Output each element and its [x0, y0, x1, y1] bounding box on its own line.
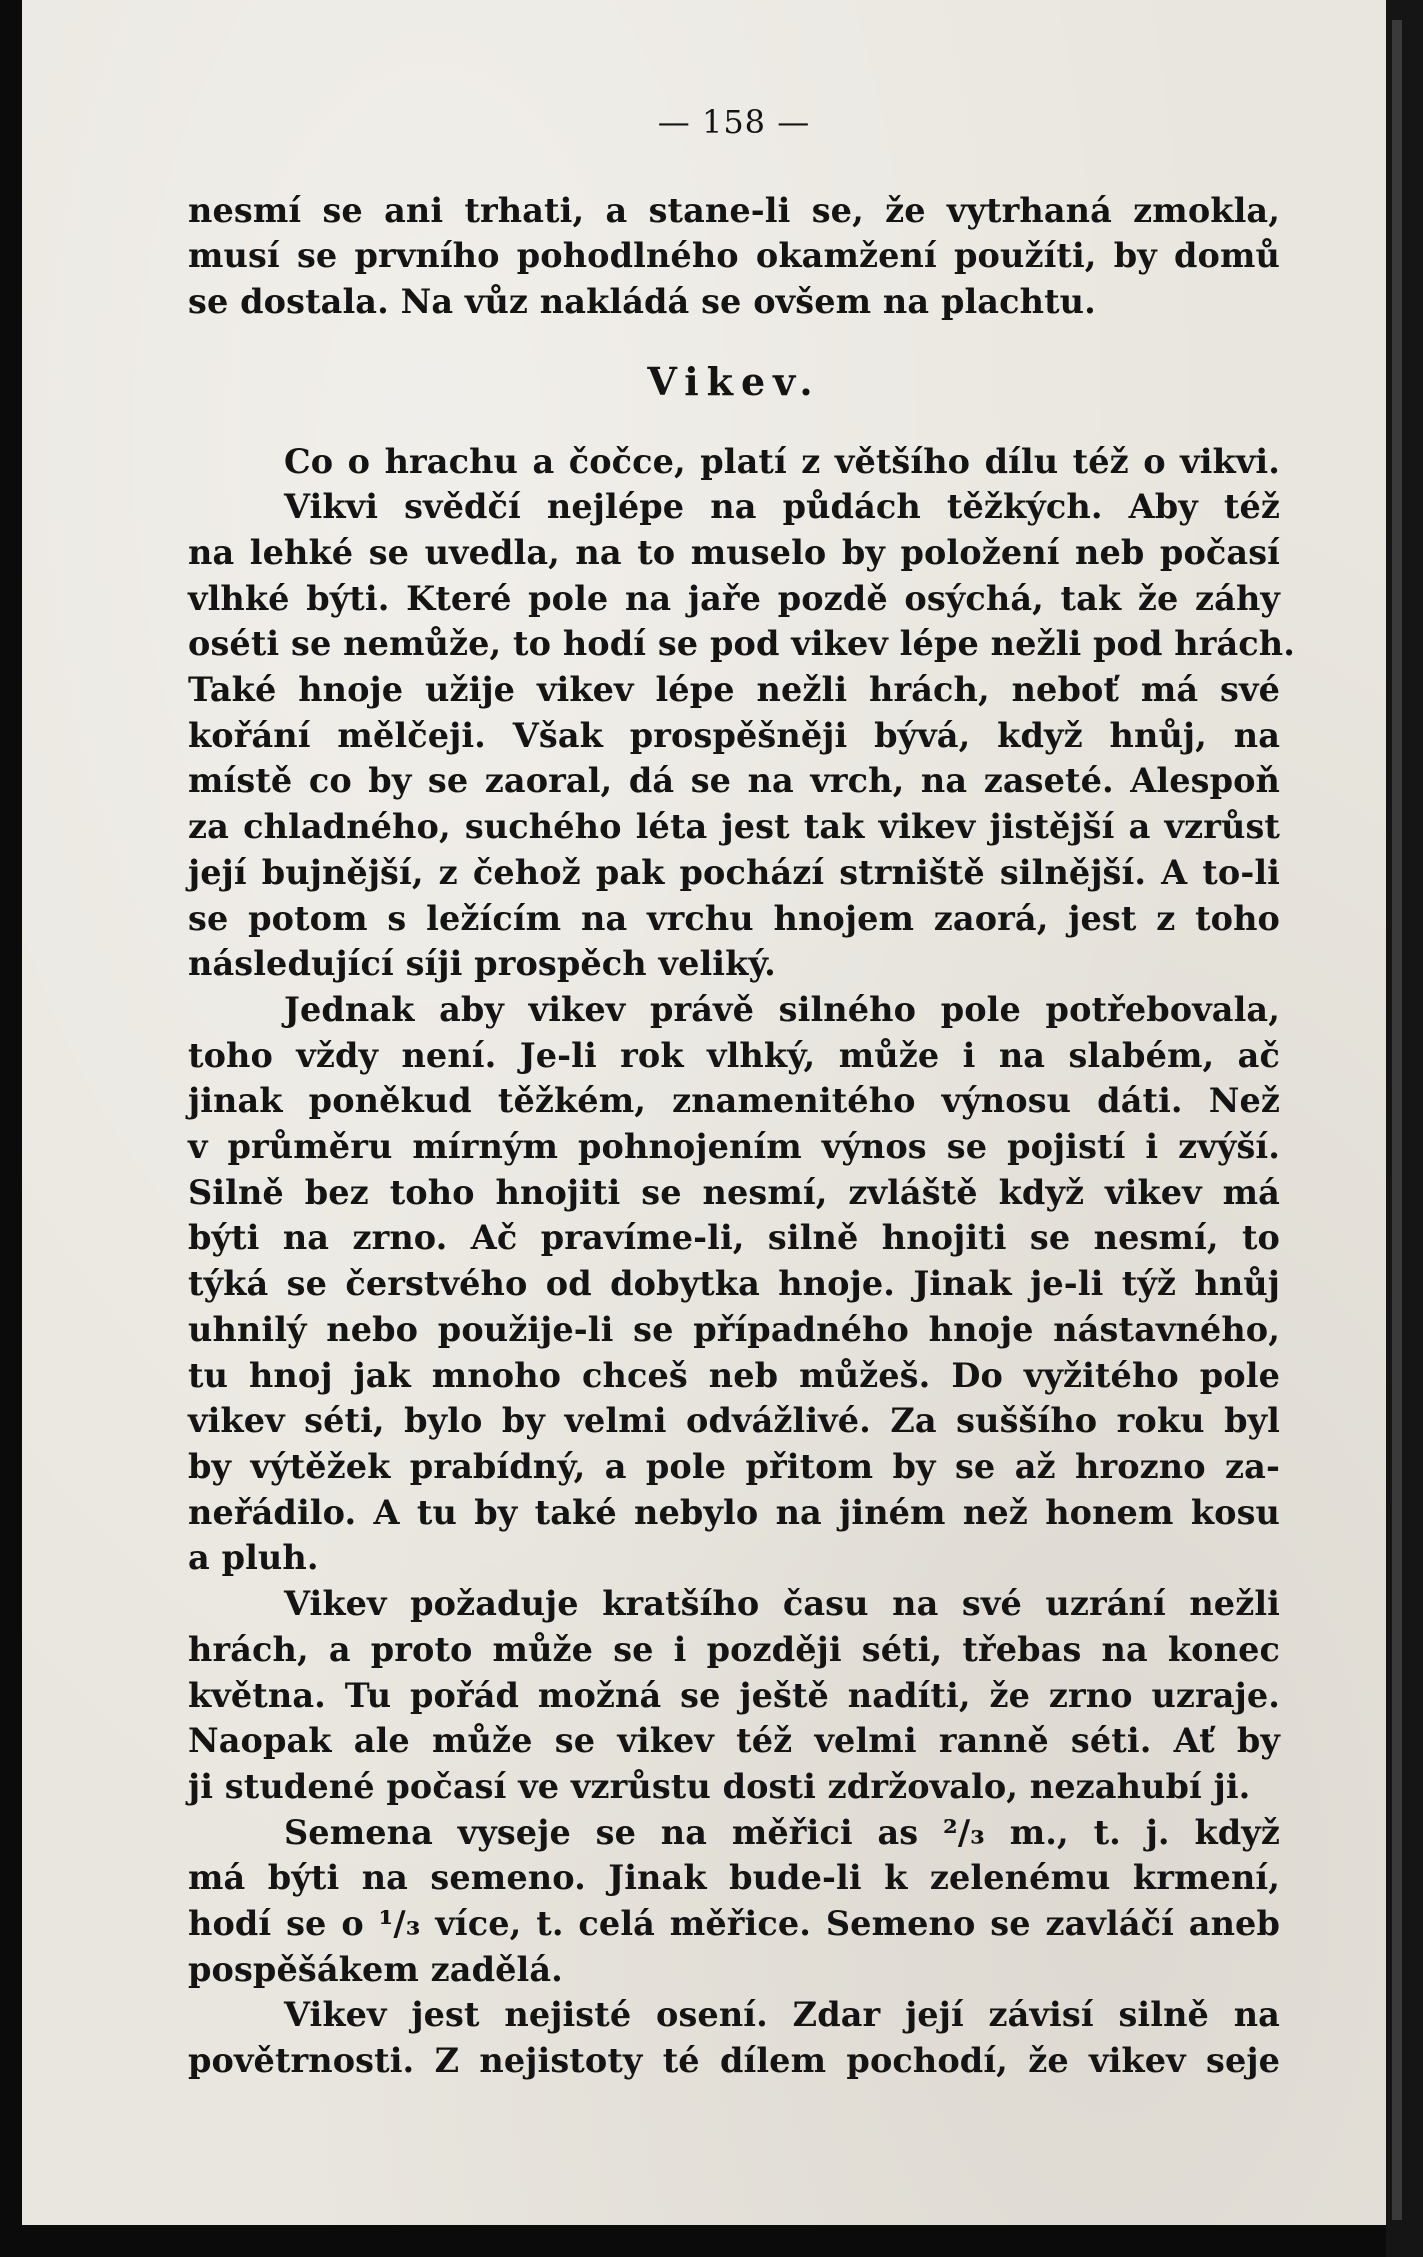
text-line: uhnilý nebo použije-li se případného hnoje nástavného,: [188, 1309, 1280, 1349]
page-number: — 158 —: [657, 103, 811, 141]
text-line: má býti na semeno. Jinak bude-li k zelenému krmení,: [188, 1858, 1280, 1898]
section-heading: Vikev.: [647, 358, 821, 404]
text-line: býti na zrno. Ač pravíme-li, silně hnojiti se nesmí, to: [188, 1218, 1280, 1258]
text-line: za chladného, suchého léta jest tak vikev jistější a vzrůst: [188, 807, 1280, 847]
text-line: se dostala. Na vůz nakládá se ovšem na plachtu.: [188, 282, 1096, 322]
text-line: její bujnější, z čehož pak pochází strniště silnější. A to-li: [188, 852, 1280, 892]
text-line: týká se čerstvého od dobytka hnoje. Jinak je-li týž hnůj: [188, 1264, 1280, 1304]
text-line: musí se prvního pohodlného okamžení použíti, by domů: [188, 236, 1280, 276]
text-line: Silně bez toho hnojiti se nesmí, zvláště když vikev má: [188, 1172, 1280, 1212]
text-line: jinak poněkud těžkém, znamenitého výnosu dáti. Než: [188, 1081, 1280, 1121]
paragraph-5: [188, 1992, 1280, 2083]
text-line: vlhké býti. Které pole na jaře pozdě osýchá, tak že záhy: [188, 578, 1280, 618]
text-line: nesmí se ani trhati, a stane-li se, že vytrhaná zmokla,: [188, 190, 1280, 230]
paragraph-1: [188, 439, 1296, 987]
text-line: ji studené počasí ve vzrůstu dosti zdržovalo, nezahubí ji.: [188, 1766, 1251, 1806]
text-block: [188, 100, 1296, 2084]
text-line: toho vždy není. Je-li rok vlhký, může i na slabém, ač: [188, 1035, 1280, 1075]
paragraph-4: [188, 1810, 1280, 1993]
text-line: tu hnoj jak mnoho chceš neb můžeš. Do vyžitého pole: [188, 1355, 1280, 1395]
paragraph-3: [188, 1581, 1280, 1810]
text-line: v průměru mírným pohnojením výnos se pojistí i zvýší.: [188, 1127, 1280, 1167]
text-line: Vikev požaduje kratšího času na své uzrání nežli: [284, 1584, 1280, 1624]
text-line: května. Tu pořád možná se ještě nadíti, že zrno uzraje.: [188, 1675, 1280, 1715]
text-line: kořání mělčeji. Však prospěšněji bývá, když hnůj, na: [188, 715, 1280, 755]
text-line: a pluh.: [188, 1538, 319, 1578]
text-line: se potom s ležícím na vrchu hnojem zaorá, jest z toho: [188, 898, 1280, 938]
text-line: následující síji prospěch veliký.: [188, 944, 776, 984]
text-line: Semena vyseje se na měřici as ²/₃ m., t. j. když: [284, 1812, 1280, 1852]
text-line: vikev séti, bylo by velmi odvážlivé. Za suššího roku byl: [188, 1401, 1280, 1441]
text-line: Naopak ale může se vikev též velmi ranně séti. Ať by: [188, 1721, 1280, 1761]
text-line: neřádilo. A tu by také nebylo na jiném než honem kosu: [188, 1492, 1280, 1532]
text-line: místě co by se zaoral, dá se na vrch, na zaseté. Alespoň: [188, 761, 1280, 801]
text-line: Také hnoje užije vikev lépe nežli hrách, neboť má své: [188, 670, 1280, 710]
text-line: povětrnosti. Z nejistoty té dílem pochodí, že vikev seje: [188, 2041, 1280, 2081]
text-line: Vikev jest nejisté osení. Zdar její závisí silně na: [284, 1995, 1280, 2035]
text-line: hrách, a proto může se i později séti, třebas na konec: [188, 1629, 1280, 1669]
text-line: hodí se o ¹/₃ více, t. celá měřice. Semeno se zavláčí aneb: [188, 1904, 1280, 1944]
text-line: Co o hrachu a čočce, platí z většího dílu též o vikvi.: [284, 441, 1280, 481]
book-edge-shadow: [1392, 20, 1402, 2220]
text-line: oséti se nemůže, to hodí se pod vikev lépe nežli pod hrách.: [188, 624, 1296, 664]
text-line: pospěšákem zadělá.: [188, 1949, 563, 1989]
text-line: by výtěžek prabídný, a pole přitom by se až hrozno za-: [188, 1446, 1280, 1486]
text-line: Vikvi svědčí nejlépe na půdách těžkých. Aby též: [284, 487, 1280, 527]
paragraph-2: [188, 987, 1280, 1581]
text-line: Jednak aby vikev právě silného pole potřebovala,: [284, 989, 1280, 1029]
text-line: na lehké se uvedla, na to muselo by položení neb počasí: [188, 532, 1280, 572]
intro-paragraph: [188, 188, 1280, 325]
